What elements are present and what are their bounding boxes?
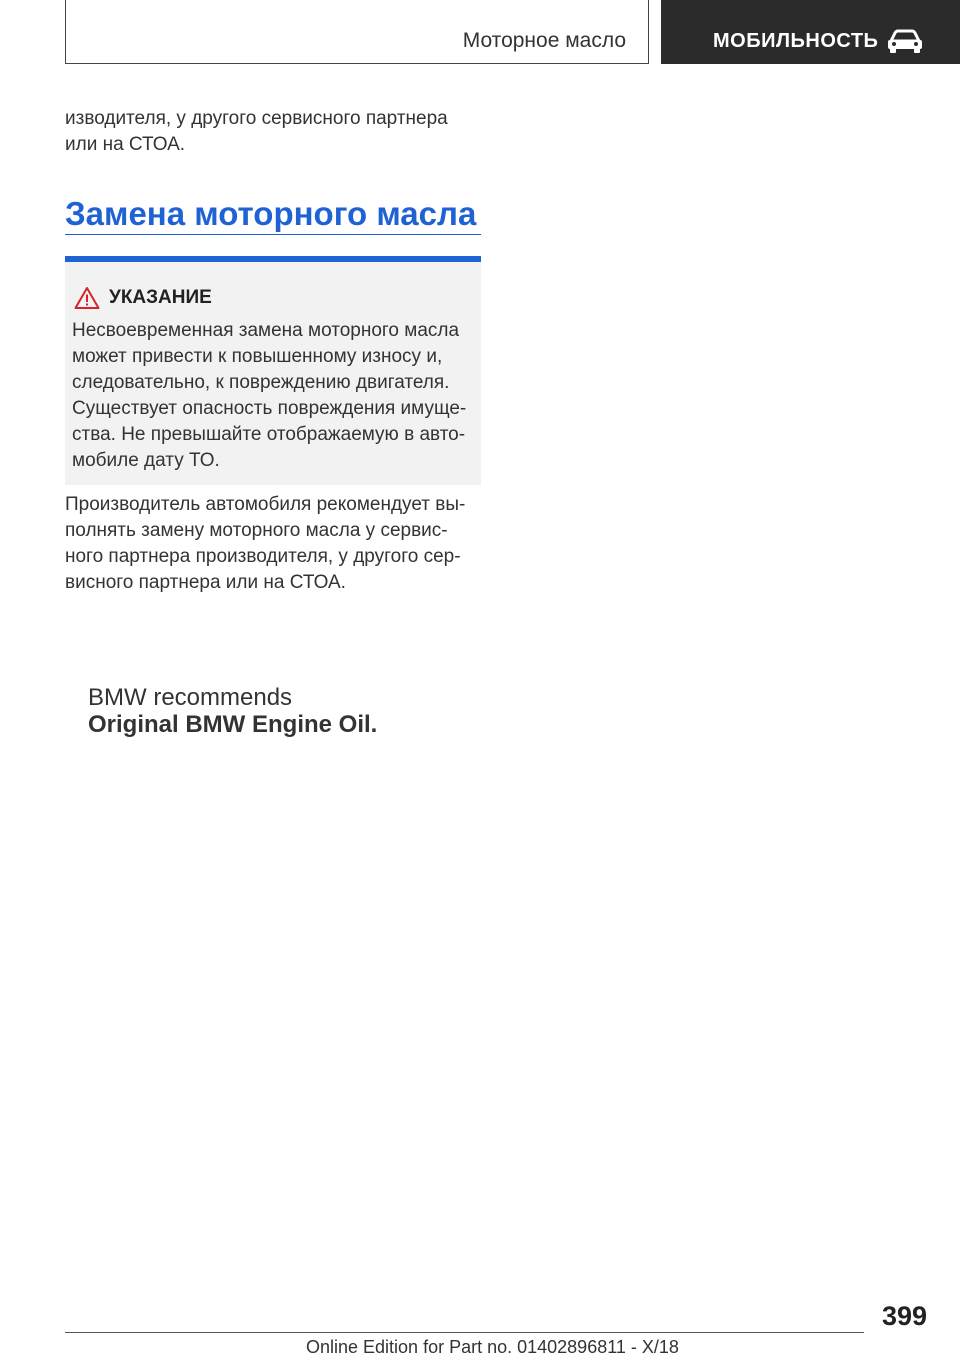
ad-line-recommends: BMW recommends: [88, 684, 293, 711]
recommendation-line: ного партнера производителя, у другого сер‐: [65, 546, 461, 567]
warning-line: мобиле дату ТО.: [72, 450, 220, 471]
warning-line: может привести к повышенному износу и,: [72, 346, 443, 367]
footer-rule: [65, 1332, 864, 1333]
recommendation-line: Производитель автомобиля рекомендует вы‐: [65, 494, 466, 515]
section-title-rule: [65, 234, 481, 235]
warning-line: ства. Не превышайте отображаемую в авто‐: [72, 424, 466, 445]
recommendation-line: висного партнера или на СТОА.: [65, 572, 346, 593]
chapter-tab-label: МОБИЛЬНОСТЬ: [713, 30, 879, 52]
warning-line: Существует опасность повреждения имуще‐: [72, 398, 467, 419]
chapter-tab: [661, 0, 960, 64]
intro-line: изводителя, у другого сервисного партнера: [65, 108, 448, 129]
warning-line: Несвоевременная замена моторного масла: [72, 320, 460, 341]
warning-triangle-icon: [74, 286, 100, 310]
car-icon: [885, 28, 925, 54]
warning-line: следовательно, к повреждению двигателя.: [72, 372, 450, 393]
recommendation-line: полнять замену моторного масла у сервис‐: [65, 520, 448, 541]
recommendation-paragraph: [65, 492, 485, 596]
ad-line-engine-oil: Original BMW Engine Oil.: [88, 711, 378, 738]
footer-edition-text: Online Edition for Part no. 01402896811 - X/18: [306, 1337, 679, 1357]
warning-text: [72, 318, 476, 474]
running-header-section: Моторное масло: [462, 29, 626, 52]
warning-box: [65, 256, 481, 485]
section-title: Замена моторного масла: [65, 195, 477, 232]
running-header-frame: [65, 0, 649, 64]
intro-line: или на СТОА.: [65, 134, 186, 155]
warning-heading: УКАЗАНИЕ: [109, 287, 212, 308]
intro-paragraph: [65, 106, 485, 158]
page-number: 399: [881, 1301, 927, 1331]
